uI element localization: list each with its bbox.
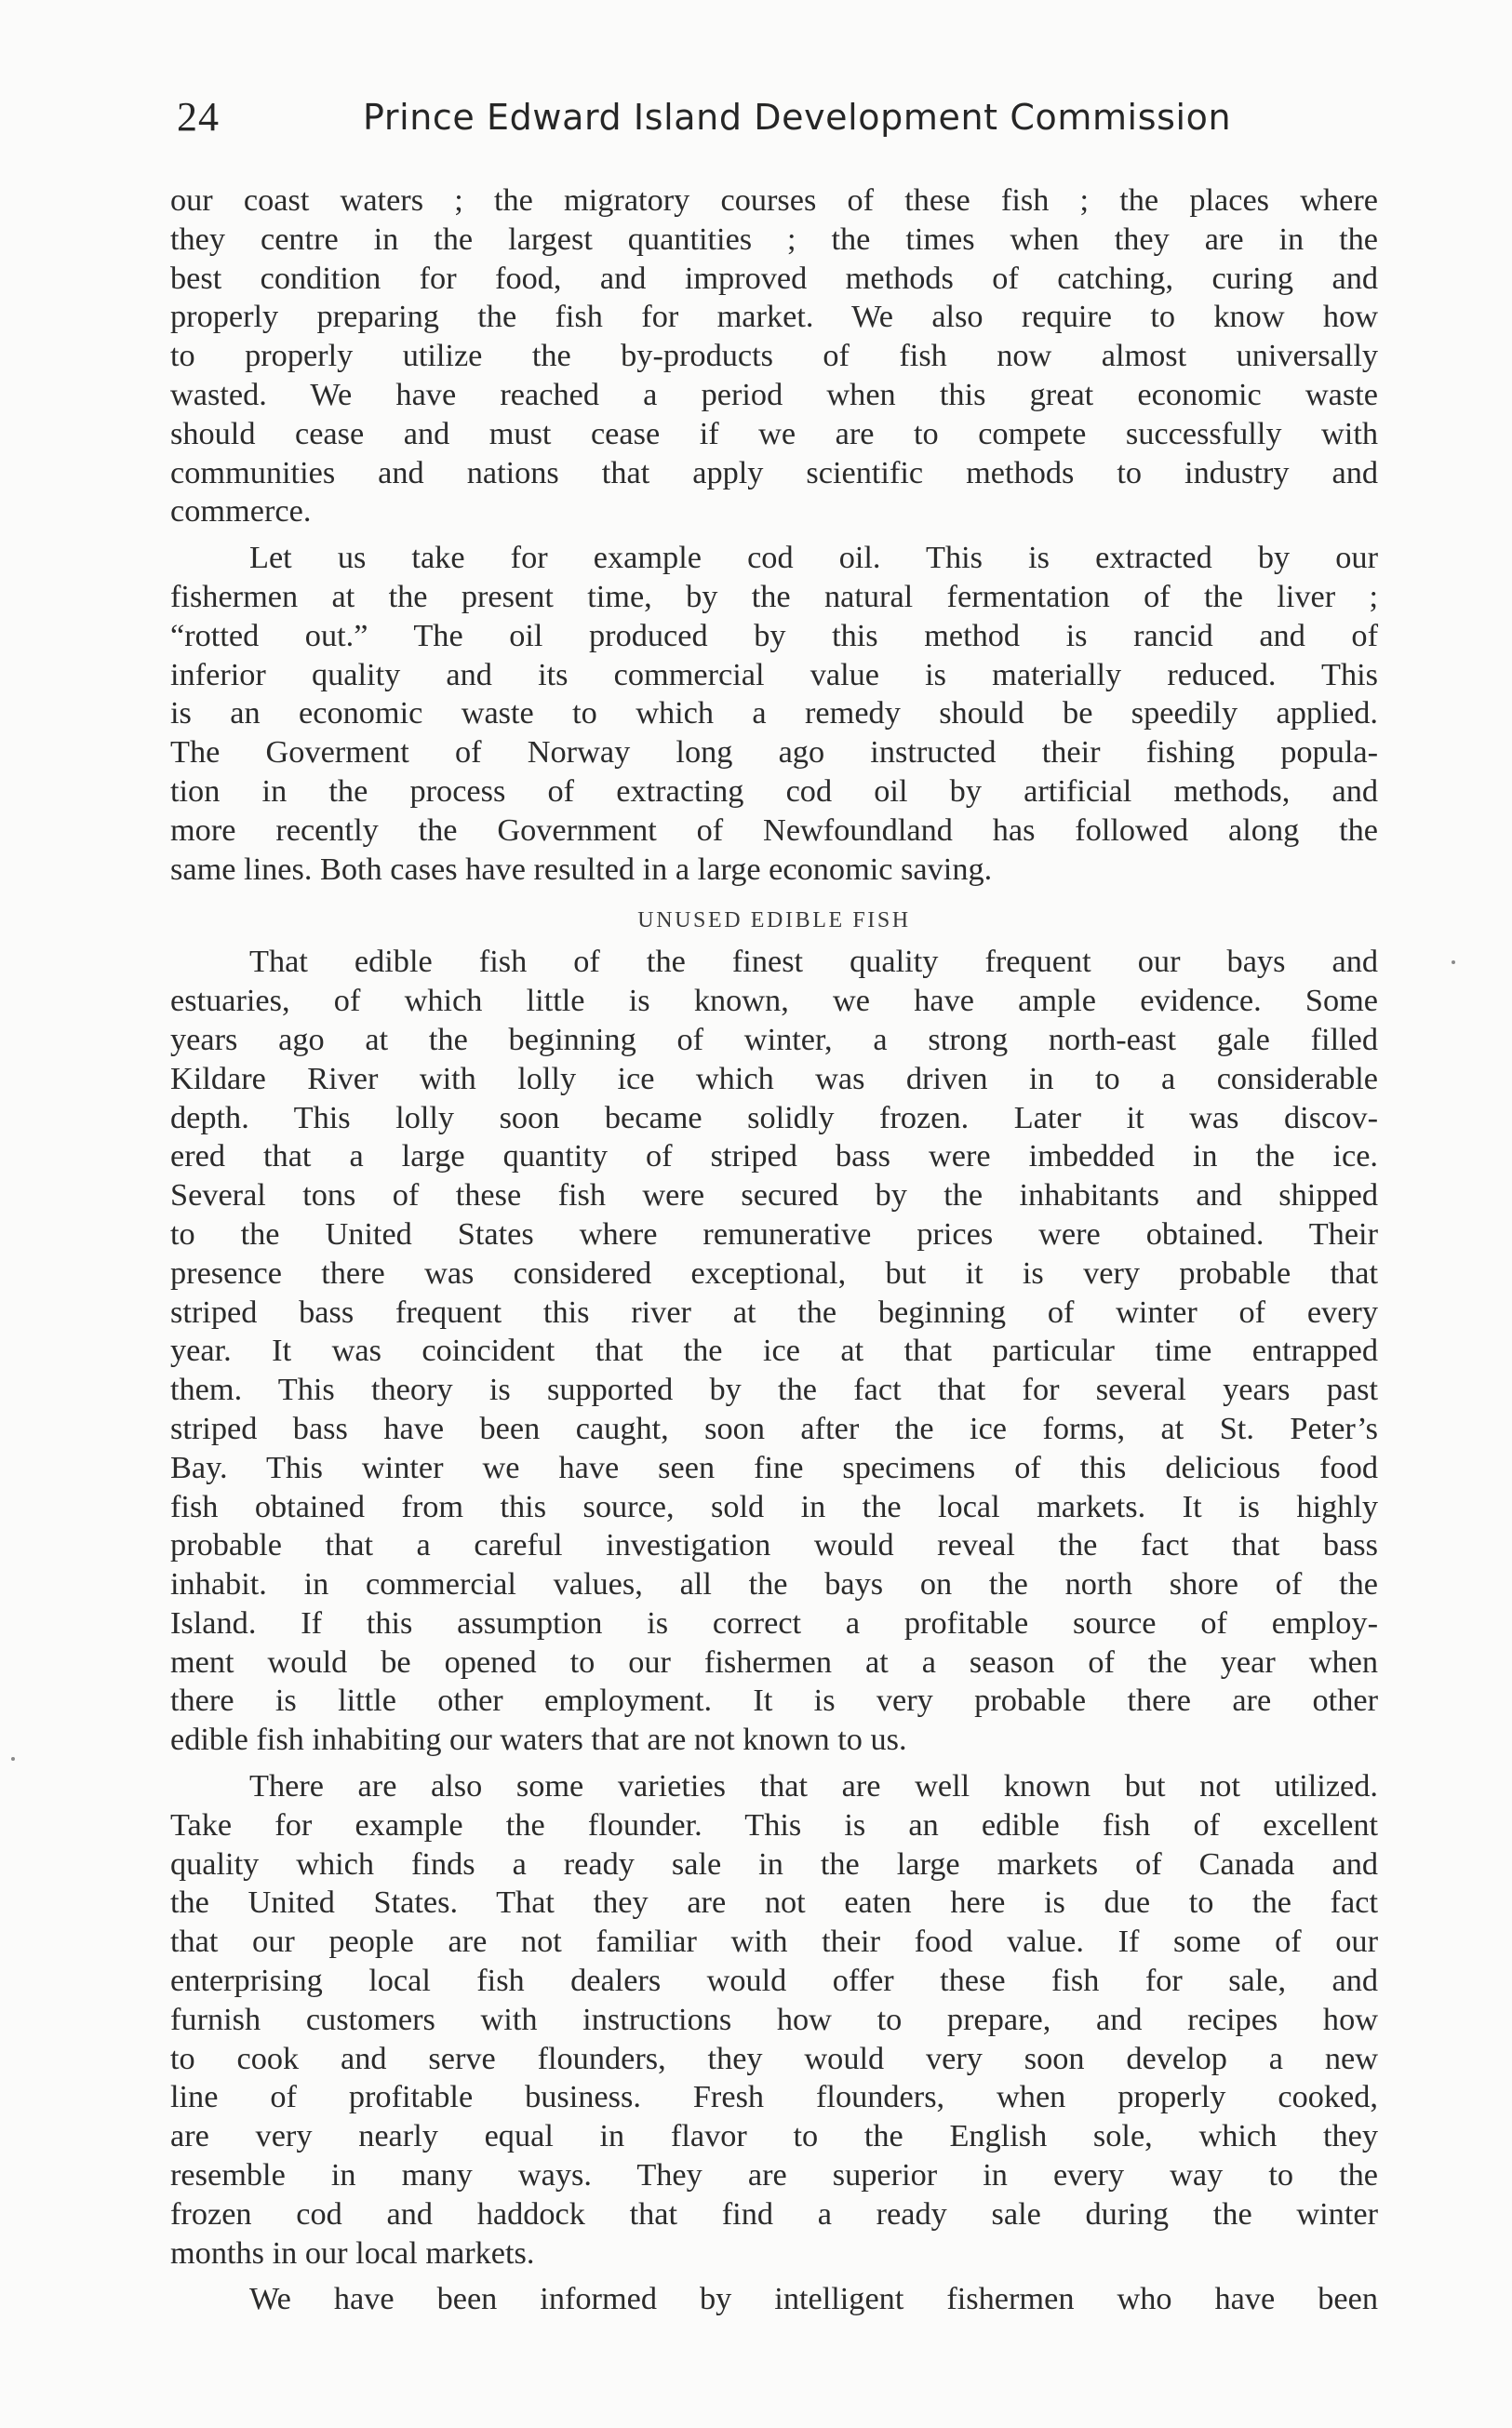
- text-line: inferior quality and its commercial value is materially reduced. This: [170, 656, 1378, 692]
- text-line: same lines. Both cases have resulted in a large economic saving.: [170, 851, 993, 887]
- paper-speck: [1452, 960, 1455, 964]
- text-line: Island. If this assumption is correct a profitable source of employ-: [170, 1604, 1378, 1641]
- text-line: that our people are not familiar with their food value. If some of our: [170, 1924, 1378, 1960]
- text-line: estuaries, of which little is known, we have ample evidence. Some: [170, 983, 1378, 1019]
- section-paragraph-3: [170, 2280, 1378, 2319]
- text-line: tion in the process of extracting cod oil by artificial methods, and: [170, 772, 1378, 809]
- page-number: 24: [177, 94, 220, 140]
- text-line: furnish customers with instructions how to prepare, and recipes how: [170, 2001, 1378, 2037]
- text-line: enterprising local fish dealers would offer these fish for sale, and: [170, 1963, 1378, 1999]
- paper-speck: [11, 1757, 15, 1761]
- text-line: is an economic waste to which a remedy should be speedily applied.: [170, 695, 1378, 731]
- text-line: “rotted out.” The oil produced by this method is rancid and of: [170, 617, 1378, 653]
- text-line: months in our local markets.: [170, 2234, 535, 2271]
- text-line: frozen cod and haddock that find a ready sale during the winter: [170, 2195, 1378, 2232]
- text-line: Take for example the flounder. This is an edible fish of excellent: [170, 1806, 1378, 1843]
- paragraph-1: [170, 181, 1378, 531]
- text-line: probable that a careful investigation would reveal the fact that bass: [170, 1527, 1378, 1563]
- text-line: edible fish inhabiting our waters that are not known to us.: [170, 1722, 907, 1758]
- running-title: Prince Edward Island Development Commission: [363, 97, 1232, 138]
- section-paragraph-1: [170, 943, 1378, 1760]
- text-line: striped bass have been caught, soon after the ice forms, at St. Peter’s: [170, 1410, 1378, 1446]
- text-line: they centre in the largest quantities ; the times when they are in the: [170, 221, 1378, 257]
- section-heading: UNUSED EDIBLE FISH: [637, 908, 911, 933]
- text-line: year. It was coincident that the ice at that particular time entrapped: [170, 1333, 1378, 1369]
- text-line: resemble in many ways. They are superior in every way to the: [170, 2157, 1378, 2193]
- text-line: should cease and must cease if we are to compete successfully with: [170, 415, 1378, 451]
- text-line: to properly utilize the by-products of fish now almost universally: [170, 338, 1378, 374]
- text-line: communities and nations that apply scientific methods to industry and: [170, 454, 1378, 490]
- text-line: properly preparing the fish for market. We also require to know how: [170, 299, 1378, 335]
- text-line: to the United States where remunerative prices were obtained. Their: [170, 1215, 1378, 1252]
- text-line: to cook and serve flounders, they would very soon develop a new: [170, 2040, 1378, 2076]
- text-line: commerce.: [170, 493, 312, 530]
- running-header: [177, 91, 1340, 147]
- text-line: That edible fish of the finest quality frequent our bays and: [249, 944, 1378, 980]
- text-line: presence there was considered exceptional, but it is very probable that: [170, 1254, 1378, 1291]
- section-paragraph-2: [170, 1767, 1378, 2273]
- text-line: Let us take for example cod oil. This is extracted by our: [249, 540, 1378, 576]
- text-line: quality which finds a ready sale in the large markets of Canada and: [170, 1845, 1378, 1882]
- body-text: [170, 181, 1378, 2319]
- text-line: The Goverment of Norway long ago instructed their fishing popula-: [170, 734, 1378, 771]
- text-line: line of profitable business. Fresh flounders, when properly cooked,: [170, 2079, 1378, 2115]
- text-line: our coast waters ; the migratory courses of these fish ; the places where: [170, 182, 1378, 218]
- text-line: depth. This lolly soon became solidly frozen. Later it was discov-: [170, 1099, 1378, 1135]
- text-line: best condition for food, and improved methods of catching, curing and: [170, 260, 1378, 296]
- text-line: them. This theory is supported by the fact that for several years past: [170, 1372, 1378, 1408]
- text-line: wasted. We have reached a period when this great economic waste: [170, 376, 1378, 412]
- text-line: there is little other employment. It is very probable there are other: [170, 1683, 1378, 1719]
- text-line: ered that a large quantity of striped bass were imbedded in the ice.: [170, 1138, 1378, 1174]
- text-line: Several tons of these fish were secured by the inhabitants and shipped: [170, 1177, 1378, 1214]
- text-line: Kildare River with lolly ice which was driven in to a considerable: [170, 1060, 1378, 1096]
- text-line: Bay. This winter we have seen fine specimens of this delicious food: [170, 1449, 1378, 1485]
- text-line: more recently the Government of Newfoundland has followed along the: [170, 812, 1378, 848]
- text-line: fishermen at the present time, by the natural fermentation of the liver ;: [170, 578, 1378, 614]
- text-line: are very nearly equal in flavor to the English sole, which they: [170, 2118, 1378, 2154]
- text-line: striped bass frequent this river at the beginning of winter of every: [170, 1294, 1378, 1330]
- text-line: the United States. That they are not eaten here is due to the fact: [170, 1885, 1378, 1921]
- text-line: inhabit. in commercial values, all the bays on the north shore of the: [170, 1566, 1378, 1603]
- text-line: There are also some varieties that are well known but not utilized.: [249, 1768, 1378, 1804]
- text-line: years ago at the beginning of winter, a strong north-east gale filled: [170, 1021, 1378, 1057]
- text-line: fish obtained from this source, sold in the local markets. It is highly: [170, 1488, 1378, 1524]
- paragraph-2: [170, 539, 1378, 889]
- text-line: We have been informed by intelligent fishermen who have been: [249, 2281, 1378, 2317]
- text-line: ment would be opened to our fishermen at a season of the year when: [170, 1643, 1378, 1680]
